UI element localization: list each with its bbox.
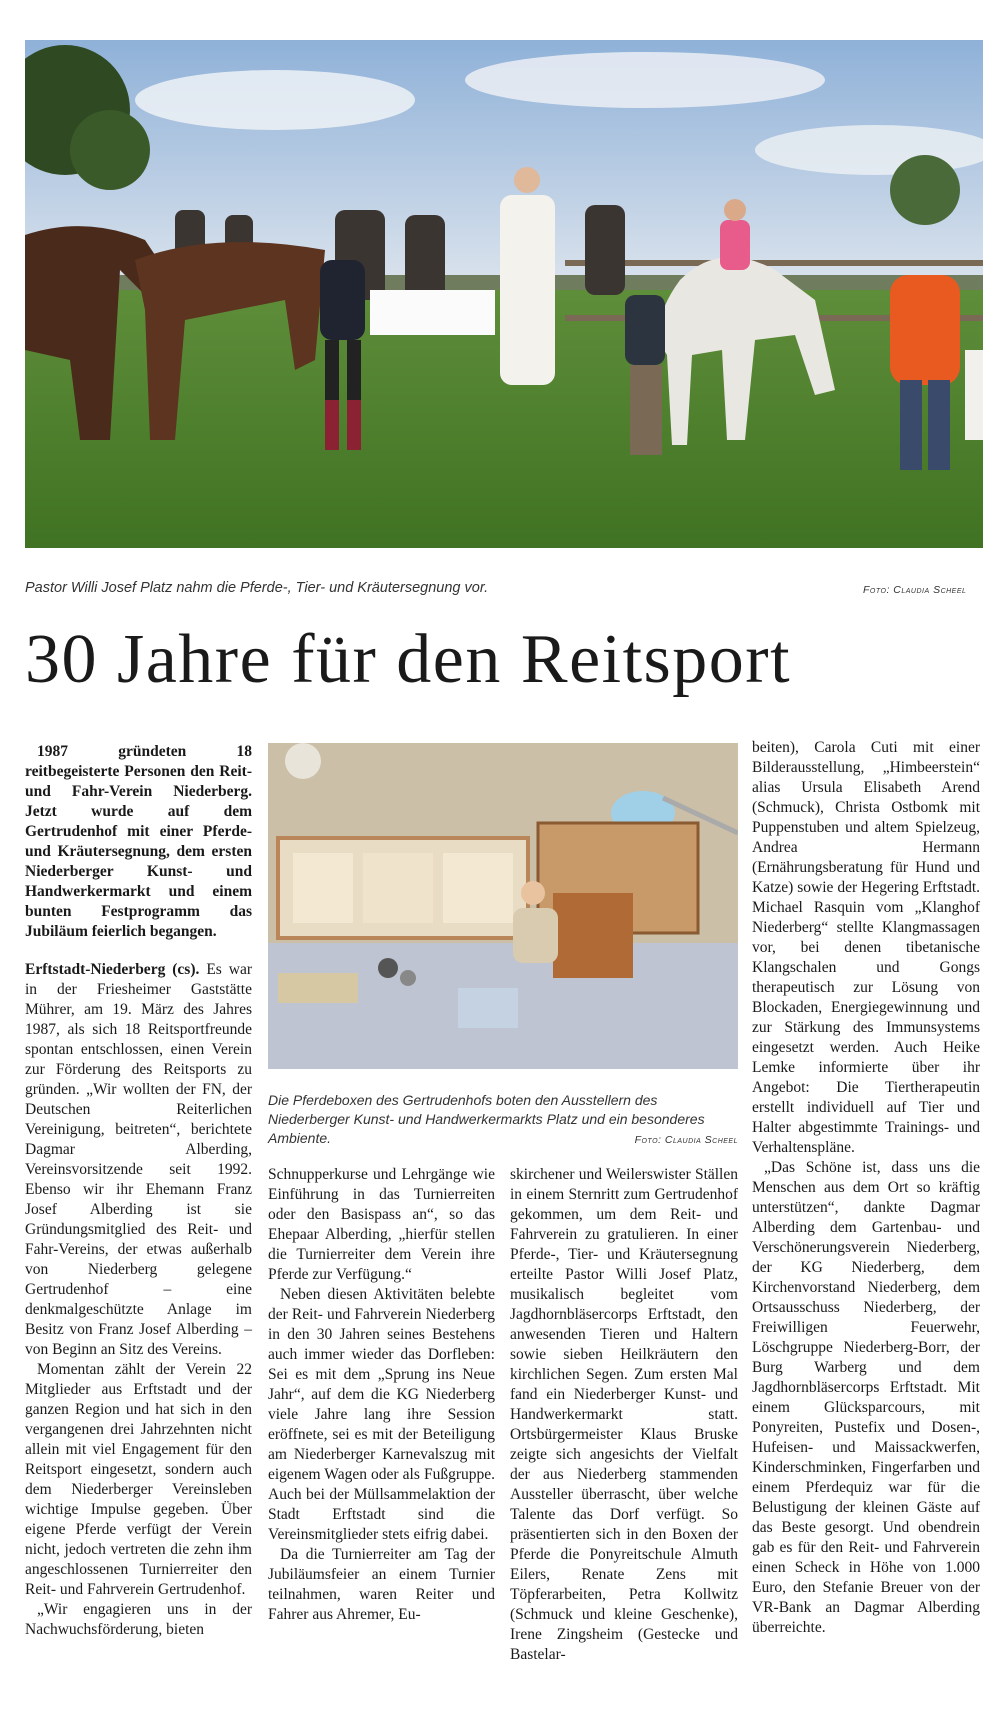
photo-credit: Foto: Claudia Scheel [863,584,967,596]
lead-paragraph: 1987 gründeten 18 reitbegeisterte Personen den Reit- und Fahr-Verein Niederberg. Jetzt wurde auf dem Gertrudenhof mit einer Pferde- und Kräutersegnung, dem ersten Niederberger Kunst- und Handwerkermarkt und einem bunten Festprogramm das Jubiläum feierlich begangen. [25,743,252,940]
body-paragraph: Neben diesen Aktivitäten belebte der Reit- und Fahrverein Niederberg in den 30 Jahren seines Bestehens auch immer wieder das Dorfleben: Sei es mit dem „Sprung ins Neue Jahr“, auf dem die KG Niederberg viele Jahre lang ihre Session eröffnete, sei es mit der Beteiligung am Niederberger Karnevalszug mit eigenem Wagen oder als Fußgruppe. Auch bei der Müllsammelaktion der Stadt Erftstadt sind die Vereinsmitglieder stets eifrig dabei. [268,1286,495,1543]
dollhouse-image [268,743,738,1069]
photo-caption: Pastor Willi Josef Platz nahm die Pferde-, Tier- und Kräutersegnung vor. [25,580,489,596]
article-column-4 [752,738,980,1638]
photo-credit-2: Foto: Claudia Scheel [634,1134,738,1146]
dollhouse-photo [268,743,738,1069]
body-paragraph: Momentan zählt der Verein 22 Mitglieder aus Erftstadt und der ganzen Region und hat sich in den vergangenen drei Jahrzehnten nicht allein mit viel Engagement für den Reitsport eingesetzt, sondern auch dem Niederberger Vereinsleben wichtige Impulse gegeben. Über eigene Pferde verfügt der Verein nicht, jedoch vertreten die zehn ihm angeschlossenen Turnierreiter den Reit- und Fahrverein Gertrudenhof. [25,1361,252,1598]
article-column-3 [510,1165,738,1665]
body-paragraph: Erftstadt-Niederberg (cs). Es war in der Friesheimer Gaststätte Mührer, am 19. März des Jahres 1987, als sich 18 Reitsportfreunde spontan entschlossen, einen Verein zur Förderung des Reitsports zu gründen. „Wir wollten der FN, der Deutschen Reiterlichen Vereinigung, beitreten“, berichtete Dagmar Alberding, Vereinsvorsitzende seit 1992. Ebenso wir ihr Ehemann Franz Josef Alberding ist sie Gründungsmitglied des Reit- und Fahr-Vereins, der etwas außerhalb von Niederberg gelegene Gertrudenhof – eine denkmalgeschützte Anlage im Besitz von Franz Josef Alberding – von Beginn an Sitz des Vereins. [25,961,252,1358]
article-column-1 [25,742,252,1640]
headline: 30 Jahre für den Reitsport [25,621,792,698]
body-paragraph: Schnupperkurse und Lehrgänge wie Einführung in das Turnierreiten oder den Basispass an“, so das Ehepaar Alberding, „hierfür stellen die Turnierreiter dem Verein ihre Pferde zur Verfügung.“ [268,1166,495,1283]
body-paragraph: beiten), Carola Cuti mit einer Bilderausstellung, „Himbeerstein“ alias Ursula Elisabeth Arend (Schmuck), Christa Ostbomk mit Puppenstuben und altem Spielzeug, Andrea Hermann (Ernährungsberatung für Hund und Katze) sowie der Hegering Erftstadt. Michael Rasquin vom „Klanghof Niederberg“ stellte Klangmassagen vor, bei denen tibetanische Klangschalen und Gongs therapeutisch zur Lösung von Blockaden, Energiegewinnung und zur Stärkung des Immunsystems eingesetzt werden. Auch Heike Lemke informierte über ihr Angebot: Die Tiertherapeutin erstellt individuell auf Tier und Halter abgestimmte Trainings- und Verhaltenspläne. [752,739,980,1156]
body-paragraph: „Das Schöne ist, dass uns die Menschen aus dem Ort so kräftig unterstützen“, dankte Dagmar Alberding dem Gartenbau- und Verschönerungsverein Niederberg, der KG Niederberg, dem Kirchenvorstand Niederberg, dem Ortsausschuss Niederberg, der Freiwilligen Feuerwehr, Löschgruppe Niederberg-Borr, der Burg Warberg und dem Jagdhornbläsercorps Erftstadt. Mit einem Glücksparcours, mit Ponyreiten, Pustefix und Dosen-, Hufeisen- und Maissackwerfen, Kinderschminken, Fingerfarben und einem Pferdequiz war für die Belustigung der kleinen Gäste auf das Beste gesorgt. Und obendrein gab es für den Reit- und Fahrverein einen Scheck in Höhe von 1.000 Euro, den Stefanie Breuer von der VR-Bank an Dagmar Alberding überreichte. [752,1159,980,1636]
body-paragraph: „Wir engagieren uns in der Nachwuchsförderung, bieten [25,1601,252,1638]
body-paragraph: Da die Turnierreiter am Tag der Jubiläumsfeier an einem Turnier teilnahmen, waren Reiter und Fahrer aus Ahremer, Eu- [268,1546,495,1623]
dollhouse-caption: Die Pferdeboxen des Gertrudenhofs boten den Ausstellern des Niederberger Kunst- und Handwerkermarkts Platz und ein besonderes Ambiente. Foto: Claudia Scheel [268,1091,738,1150]
dateline: Erftstadt-Niederberg (cs). [25,961,200,978]
top-photo [25,40,983,548]
horse-blessing-photo [25,40,983,548]
article-column-2 [268,1165,495,1625]
body-paragraph: skirchener und Weilerswister Ställen in einem Sternritt zum Gertrudenhof gekommen, um dem Reit- und Fahrverein zu gratulieren. In einer Pferde-, Tier- und Kräutersegnung erteilte Pastor Willi Josef Platz, musikalisch begleitet vom Jagdhornbläsercorps Erftstadt, den anwesenden Tieren und Haltern sowie sieben Heilkräutern den kirchlichen Segen. Zum ersten Mal fand ein Niederberger Kunst- und Handwerkermarkt statt. Ortsbürgermeister Klaus Bruske zeigte sich angesichts der Vielfalt der aus Niederberg stammenden Aussteller überrascht, über welche Talente das Dorf verfügt. So präsentierten sich in den Boxen der Pferde die Ponyreitschule Almuth Eilers, Renate Zens mit Töpferarbeiten, Petra Kollwitz (Schmuck und kleine Geschenke), Irene Zingsheim (Gestecke und Bastelar- [510,1166,738,1663]
